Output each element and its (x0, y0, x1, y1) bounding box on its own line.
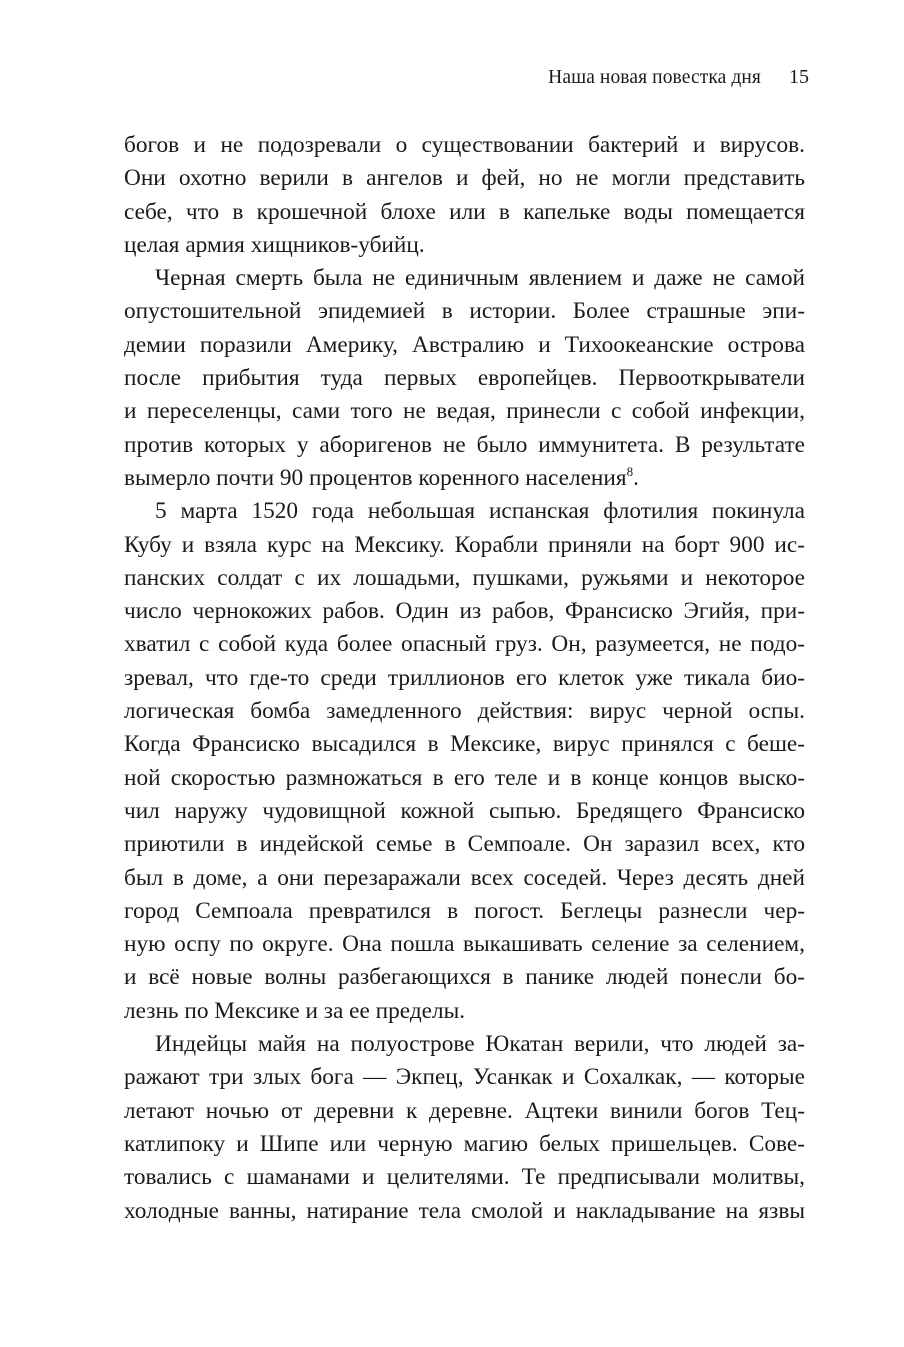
text-line: после прибытия туда первых европейцев. Первооткрыватели (124, 365, 805, 392)
text-line-period: . (633, 464, 639, 491)
running-head-title: Наша новая повестка дня (548, 67, 761, 88)
text-line: зревал, что где-то среди триллионов его клеток уже тикала био- (124, 664, 805, 691)
text-line: демии поразили Америку, Австралию и Тихоокеанские острова (124, 331, 805, 358)
text-line: летают ночью от деревни к деревне. Ацтеки винили богов Тец- (124, 1097, 805, 1124)
text-line: 5 марта 1520 года небольшая испанская флотилия покинула (155, 498, 805, 525)
footnote-reference[interactable]: 8 (626, 463, 634, 479)
text-line: Когда Франсиско высадился в Мексике, вирус принялся с беше- (124, 731, 805, 758)
text-line: число чернокожих рабов. Один из рабов, Франсиско Эгийя, при- (124, 598, 805, 625)
text-line: товались с шаманами и целителями. Те предписывали молитвы, (124, 1164, 805, 1191)
text-line: Индейцы майя на полуострове Юкатан верили, что людей за- (155, 1031, 805, 1058)
text-line: Черная смерть была не единичным явлением и даже не самой (155, 265, 805, 292)
text-line: целая армия хищников-убийц. (124, 231, 425, 258)
text-line: ную оспу по округе. Она пошла выкашивать селение за селением, (124, 931, 805, 958)
text-line: Они охотно верили в ангелов и фей, но не могли представить (124, 165, 805, 192)
page-number: 15 (789, 66, 809, 88)
text-line: богов и не подозревали о существовании бактерий и вирусов. (124, 132, 805, 158)
body-text (124, 129, 805, 1228)
running-head (548, 66, 809, 89)
text-line: приютили в индейской семье в Семпоале. Он заразил всех, кто (124, 831, 805, 858)
text-line: лезнь по Мексике и за ее пределы. (124, 997, 466, 1024)
text-line: опустошительной эпидемией в истории. Более страшные эпи- (124, 298, 805, 325)
text-line-with-footnote (124, 462, 805, 495)
text-line: был в доме, а они перезаражали всех соседей. Через десять дней (124, 864, 805, 891)
text-line: себе, что в крошечной блохе или в капельке воды помещается (124, 198, 805, 225)
text-line: город Семпоала превратился в погост. Беглецы разнесли чер- (124, 897, 805, 924)
text-line: панских солдат с их лошадьми, пушками, ружьями и некоторое (124, 564, 805, 591)
text-line: холодные ванны, натирание тела смолой и накладывание на язвы (124, 1197, 805, 1224)
text-line: логическая бомба замедленного действия: вирус черной оспы. (124, 698, 805, 725)
text-line: ражают три злых бога — Экпец, Усанкак и Сохалкак, — которые (124, 1064, 805, 1091)
text-line: катлипоку и Шипе или черную магию белых пришельцев. Сове- (124, 1130, 805, 1157)
text-line: против которых у аборигенов не было иммунитета. В результате (124, 431, 805, 458)
text-line: ной скоростью размножаться в его теле и в конце концов выско- (124, 764, 805, 791)
text-line: и всё новые волны разбегающихся в панике людей понесли бо- (124, 964, 805, 991)
text-line: чил наружу чудовищной кожной сыпью. Бредящего Франсиско (124, 797, 805, 824)
text-line: и переселенцы, сами того не ведая, принесли с собой инфекции, (124, 398, 805, 425)
text-line: Кубу и взяла курс на Мексику. Корабли приняли на борт 900 ис- (124, 531, 805, 558)
text-line: хватил с собой куда более опасный груз. Он, разумеется, не подо- (124, 631, 805, 658)
text-line-content: вымерло почти 90 процентов коренного населения (124, 464, 627, 491)
